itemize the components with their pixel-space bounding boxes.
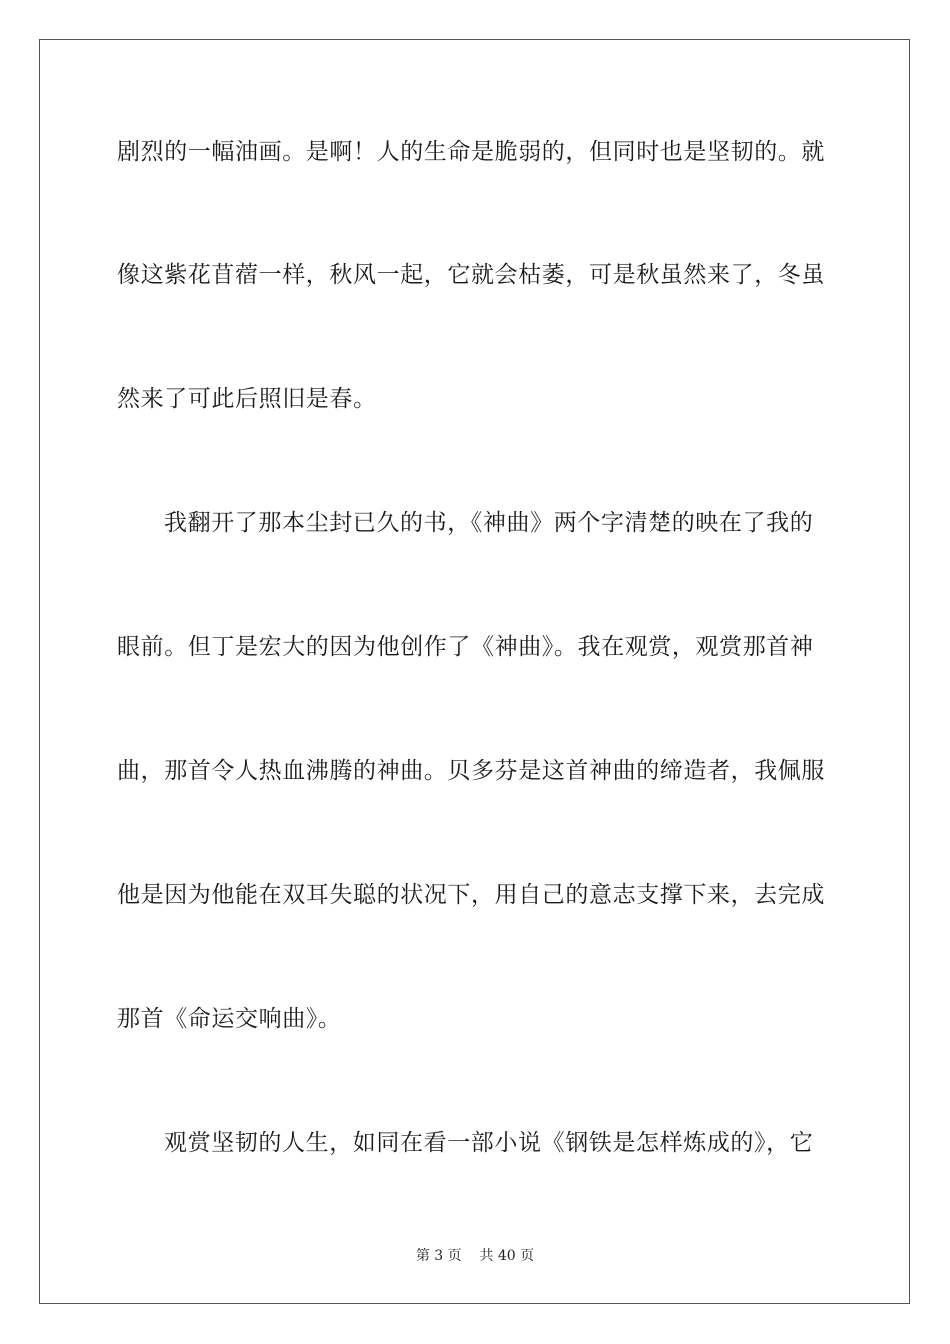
text-line: 剧烈的一幅油画。是啊！人的生命是脆弱的，但同时也是坚韧的。就 <box>117 139 825 165</box>
page-total: 共 40 页 <box>479 1248 535 1264</box>
page-footer <box>0 1246 950 1266</box>
text-line: 他是因为他能在双耳失聪的状况下，用自己的意志支撑下来，去完成 <box>117 882 825 908</box>
text-line: 然来了可此后照旧是春。 <box>117 386 377 412</box>
page-border <box>39 39 910 1304</box>
paragraph-first-line: 观赏坚韧的人生，如同在看一部小说《钢铁是怎样炼成的》，它 <box>164 1130 814 1156</box>
page-number: 第 3 页 <box>415 1248 462 1264</box>
text-line: 那首《命运交响曲》。 <box>117 1006 342 1032</box>
text-line: 曲，那首令人热血沸腾的神曲。贝多芬是这首神曲的缔造者，我佩服 <box>117 758 825 784</box>
paragraph-first-line: 我翻开了那本尘封已久的书，《神曲》两个字清楚的映在了我的 <box>164 510 814 536</box>
text-line: 眼前。但丁是宏大的因为他创作了《神曲》。我在观赏，观赏那首神 <box>117 634 814 660</box>
text-line: 像这紫花苜蓿一样，秋风一起，它就会枯萎，可是秋虽然来了，冬虽 <box>117 262 825 288</box>
